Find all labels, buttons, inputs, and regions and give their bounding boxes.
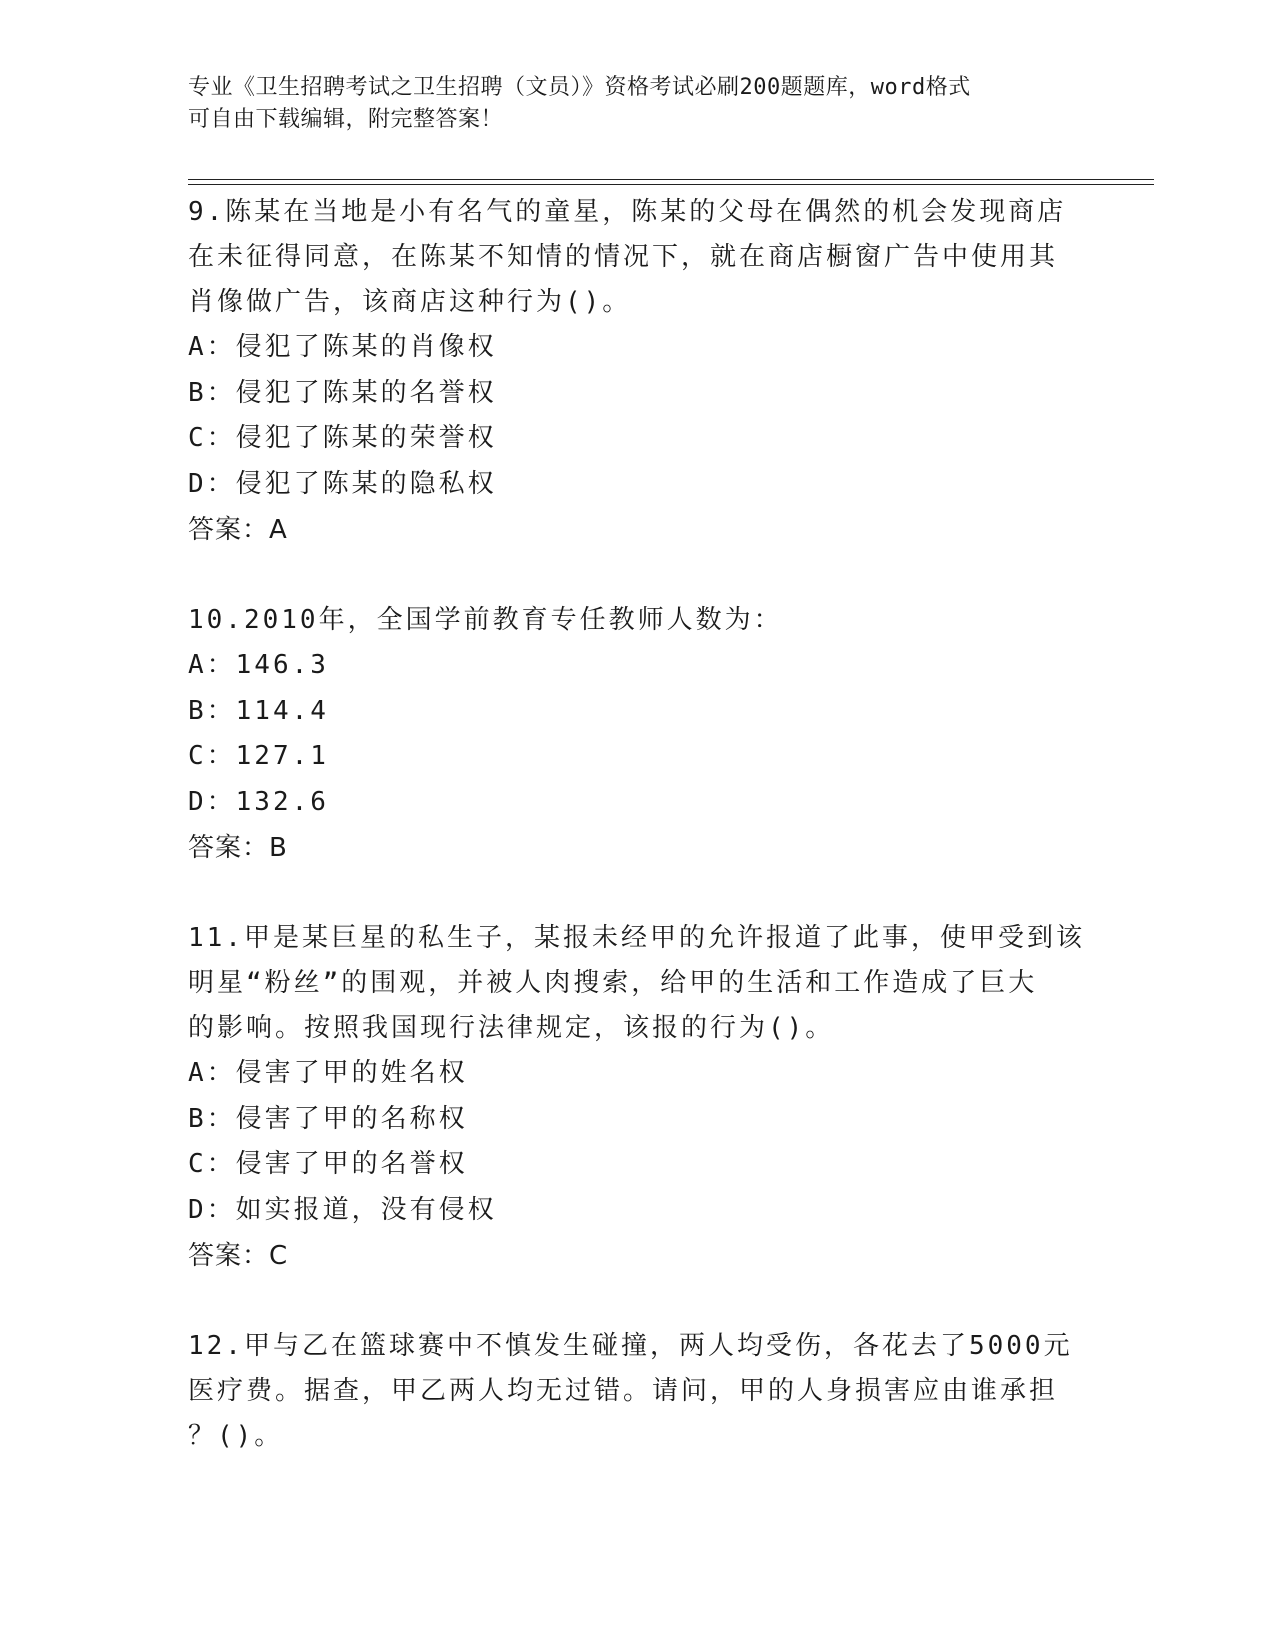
question-spacer [188,1279,1088,1324]
option-c: C：侵害了甲的名誉权 [188,1149,468,1179]
option-d: D：侵犯了陈某的隐私权 [188,468,497,499]
option-a: A：侵害了甲的姓名权 [188,1058,468,1088]
question-11 [188,916,1088,1279]
option-a: A：146.3 [188,650,329,680]
question-text-line: 肖像做广告，该商店这种行为()。 [188,287,632,317]
question-text-line: 医疗费。据查，甲乙两人均无过错。请问，甲的人身损害应由谁承担 [188,1376,1059,1406]
document-header [188,72,1068,136]
question-text-line: 在未征得同意，在陈某不知情的情况下，就在商店橱窗广告中使用其 [188,242,1059,272]
header-divider-top [188,179,1154,180]
header-line-2: 可自由下载编辑，附完整答案！ [188,107,504,132]
question-text-line: 明星“粉丝”的围观，并被人肉搜索，给甲的生活和工作造成了巨大 [188,968,1038,998]
header-line-1: 专业《卫生招聘考试之卫生招聘（文员）》资格考试必刷200题题库，word格式 [188,75,971,100]
answer-line: 答案：B [188,833,288,863]
question-list [188,190,1088,1459]
question-text-line: ？()。 [188,1421,284,1451]
answer-line: 答案：C [188,1241,289,1271]
option-c: C：127.1 [188,741,329,771]
option-b: B：114.4 [188,695,329,726]
question-spacer [188,871,1088,916]
answer-line: 答案：A [188,515,288,545]
question-9 [188,190,1088,553]
option-a: A：侵犯了陈某的肖像权 [188,332,497,362]
question-spacer [188,553,1088,598]
option-b: B：侵害了甲的名称权 [188,1103,468,1134]
question-text-line: 12.甲与乙在篮球赛中不慎发生碰撞，两人均受伤，各花去了5000元 [188,1331,1073,1361]
option-d: D：如实报道，没有侵权 [188,1194,497,1225]
question-text-line: 11.甲是某巨星的私生子，某报未经甲的允许报道了此事，使甲受到该 [188,923,1085,953]
question-text-line: 的影响。按照我国现行法律规定，该报的行为()。 [188,1013,835,1043]
question-12 [188,1324,1088,1459]
option-c: C：侵犯了陈某的荣誉权 [188,423,497,453]
option-b: B：侵犯了陈某的名誉权 [188,377,497,408]
header-divider-bottom [188,184,1154,185]
option-d: D：132.6 [188,786,329,817]
question-text-line: 10.2010年，全国学前教育专任教师人数为： [188,605,783,635]
question-text-line: 9.陈某在当地是小有名气的童星，陈某的父母在偶然的机会发现商店 [188,197,1067,227]
question-10 [188,598,1088,871]
